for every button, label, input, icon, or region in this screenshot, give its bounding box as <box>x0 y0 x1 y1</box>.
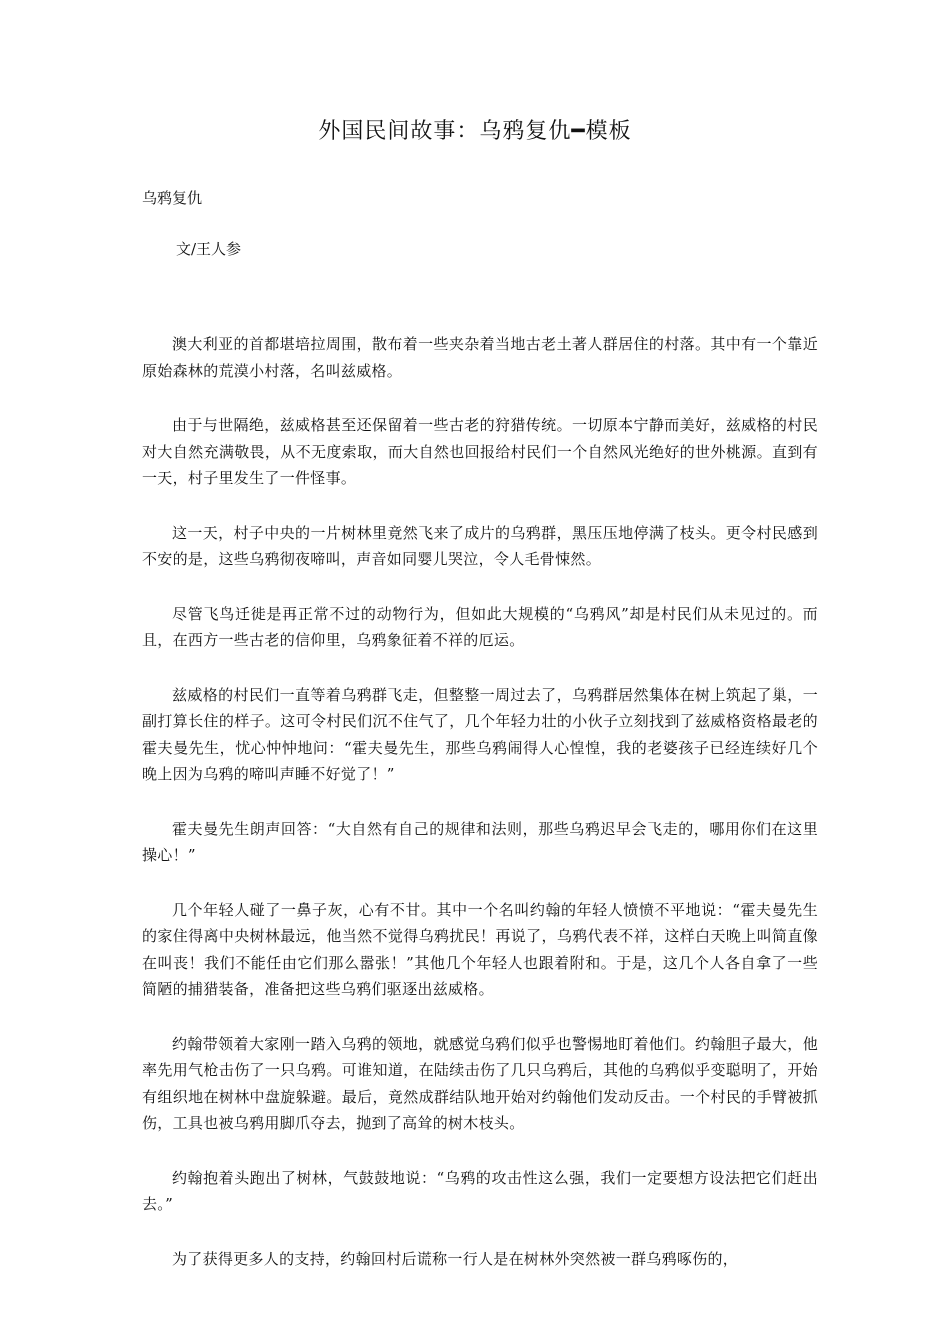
author-line: 文/王人参 <box>176 240 242 258</box>
story-title: 乌鸦复仇 <box>142 189 203 207</box>
document-title: 外国民间故事：乌鸦复仇━模板 <box>318 119 632 144</box>
paragraph: 这一天，村子中央的一片树林里竟然飞来了成片的乌鸦群，黑压压地停满了枝头。更令村民感到不安的是，这些乌鸦彻夜啼叫，声音如同婴儿哭泣，令人毛骨悚然。 <box>142 523 818 568</box>
paragraph: 约翰抱着头跑出了树林，气鼓鼓地说：“乌鸦的攻击性这么强，我们一定要想方设法把它们赶出去。” <box>142 1168 818 1213</box>
story-body <box>142 331 818 1300</box>
paragraph: 兹威格的村民们一直等着乌鸦群飞走，但整整一周过去了，乌鸦群居然集体在树上筑起了巢，一副打算长住的样子。这可令村民们沉不住气了，几个年轻力壮的小伙子立刻找到了兹威格资格最老的霍夫曼先生，忧心忡忡地问：“霍夫曼先生，那些乌鸦闹得人心惶惶，我的老婆孩子已经连续好几个晚上因为乌鸦的啼叫声睡不好觉了！” <box>142 685 818 783</box>
paragraph: 澳大利亚的首都堪培拉周围，散布着一些夹杂着当地古老土著人群居住的村落。其中有一个靠近原始森林的荒漠小村落，名叫兹威格。 <box>142 335 818 380</box>
paragraph: 几个年轻人碰了一鼻子灰，心有不甘。其中一个名叫约翰的年轻人愤愤不平地说：“霍夫曼先生的家住得离中央树林最远，他当然不觉得乌鸦扰民！再说了，乌鸦代表不祥，这样白天晚上叫简直像在叫丧！我们不能任由它们那么嚣张！”其他几个年轻人也跟着附和。于是，这几个人各自拿了一些简陋的捕猎装备，准备把这些乌鸦们驱逐出兹威格。 <box>142 900 818 998</box>
paragraph: 为了获得更多人的支持，约翰回村后谎称一行人是在树林外突然被一群乌鸦啄伤的， <box>172 1249 739 1268</box>
paragraph: 约翰带领着大家刚一踏入乌鸦的领地，就感觉乌鸦们似乎也警惕地盯着他们。约翰胆子最大，他率先用气枪击伤了一只乌鸦。可谁知道，在陆续击伤了几只乌鸦后，其他的乌鸦似乎变聪明了，开始有组织地在树林中盘旋躲避。最后，竟然成群结队地开始对约翰他们发动反击。一个村民的手臂被抓伤，工具也被乌鸦用脚爪夺去，抛到了高耸的树木枝头。 <box>142 1034 818 1132</box>
paragraph: 尽管飞鸟迁徙是再正常不过的动物行为，但如此大规模的“乌鸦风”却是村民们从未见过的。而且，在西方一些古老的信仰里，乌鸦象征着不祥的厄运。 <box>142 604 818 649</box>
paragraph: 由于与世隔绝，兹威格甚至还保留着一些古老的狩猎传统。一切原本宁静而美好，兹威格的村民对大自然充满敬畏，从不无度索取，而大自然也回报给村民们一个自然风光绝好的世外桃源。直到有一天，村子里发生了一件怪事。 <box>142 416 818 487</box>
paragraph: 霍夫曼先生朗声回答：“大自然有自己的规律和法则，那些乌鸦迟早会飞走的，哪用你们在这里操心！” <box>142 819 818 864</box>
